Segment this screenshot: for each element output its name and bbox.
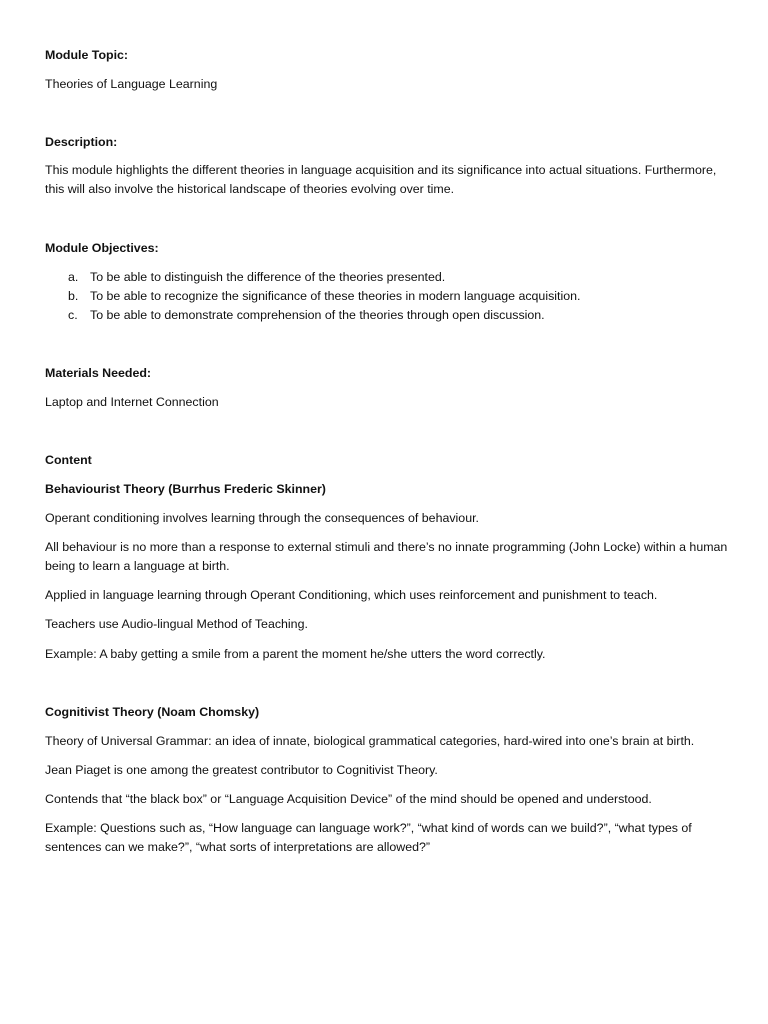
behaviourist-example: Example: A baby getting a smile from a parent the moment he/she utters the word correctly. xyxy=(45,647,546,661)
behaviourist-paragraph-4: Teachers use Audio-lingual Method of Teaching. xyxy=(45,617,308,631)
objective-text: To be able to demonstrate comprehension of the theories through open discussion. xyxy=(90,308,545,322)
cognitivist-example: Example: Questions such as, “How language can language work?”, “what kind of words can we build?”, “what types of sentences can we make?”, “what sorts of interpretations are allowed?” xyxy=(45,821,692,854)
objective-letter: a. xyxy=(68,270,79,284)
behaviourist-paragraph-2: All behaviour is no more than a response to external stimuli and there’s no innate programming (John Locke) within a human being to learn a language at birth. xyxy=(45,540,728,573)
objective-letter: c. xyxy=(68,308,78,322)
objective-item xyxy=(45,306,545,325)
module-topic-heading: Module Topic: xyxy=(45,48,129,62)
objectives-heading: Module Objectives: xyxy=(45,241,159,255)
behaviourist-paragraph-1: Operant conditioning involves learning through the consequences of behaviour. xyxy=(45,511,479,525)
cognitivist-paragraph-3: Contends that “the black box” or “Language Acquisition Device” of the mind should be opened and understood. xyxy=(45,792,652,806)
cognitivist-title: Cognitivist Theory (Noam Chomsky) xyxy=(45,705,260,719)
objective-text: To be able to distinguish the difference of the theories presented. xyxy=(90,270,446,284)
objective-text: To be able to recognize the significance of these theories in modern language acquisition. xyxy=(90,289,581,303)
description-text: This module highlights the different theories in language acquisition and its significance into actual situations. Furthermore, this will also involve the historical landscape of theories evolving over time. xyxy=(45,163,717,196)
description-heading: Description: xyxy=(45,135,118,149)
objective-item xyxy=(45,287,580,306)
cognitivist-paragraph-1: Theory of Universal Grammar: an idea of innate, biological grammatical categories, hard-wired into one’s brain at birth. xyxy=(45,734,695,748)
materials-heading: Materials Needed: xyxy=(45,366,152,380)
cognitivist-paragraph-2: Jean Piaget is one among the greatest contributor to Cognitivist Theory. xyxy=(45,763,438,777)
module-topic-value: Theories of Language Learning xyxy=(45,77,218,91)
behaviourist-title: Behaviourist Theory (Burrhus Frederic Skinner) xyxy=(45,482,326,496)
materials-value: Laptop and Internet Connection xyxy=(45,395,219,409)
content-heading: Content xyxy=(45,453,92,467)
objective-letter: b. xyxy=(68,289,79,303)
objective-item xyxy=(45,268,445,287)
behaviourist-paragraph-3: Applied in language learning through Operant Conditioning, which uses reinforcement and punishment to teach. xyxy=(45,588,658,602)
